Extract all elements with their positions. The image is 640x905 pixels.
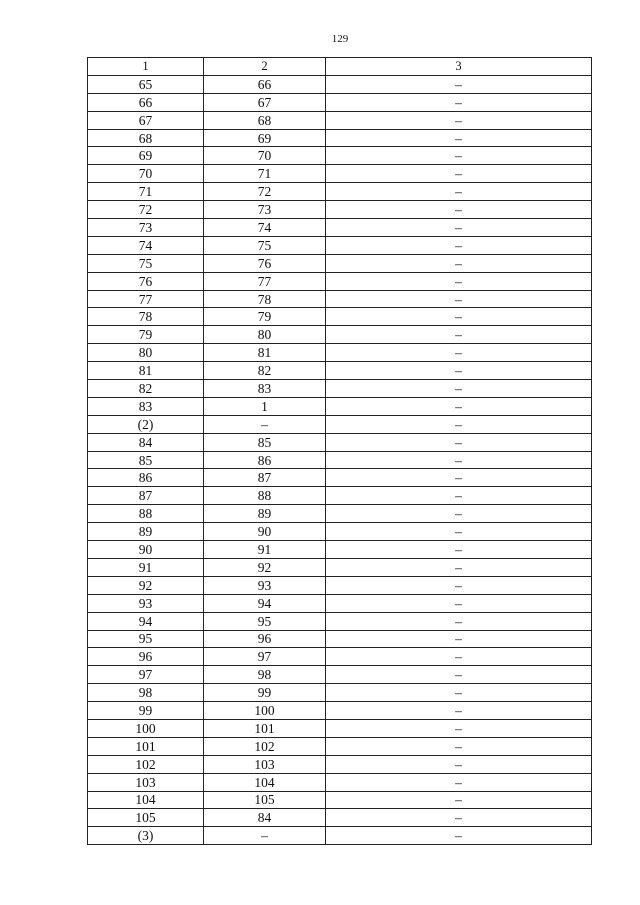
- table-cell-col1: 99: [88, 702, 204, 720]
- table-cell-col3: –: [326, 576, 592, 594]
- table-cell-col1: 82: [88, 380, 204, 398]
- table-cell-col3: –: [326, 380, 592, 398]
- table-row: [88, 93, 592, 111]
- table-cell-col3: –: [326, 201, 592, 219]
- table-cell-col3: –: [326, 272, 592, 290]
- table-cell-col1: 90: [88, 541, 204, 559]
- table-cell-col2: 103: [204, 755, 326, 773]
- table-cell-col2: 78: [204, 290, 326, 308]
- table-cell-col3: –: [326, 236, 592, 254]
- table-cell-col1: 95: [88, 630, 204, 648]
- table-cell-col2: 66: [204, 75, 326, 93]
- table-cell-col1: (2): [88, 415, 204, 433]
- table-row: [88, 111, 592, 129]
- table-cell-col3: –: [326, 630, 592, 648]
- table-cell-col2: 85: [204, 433, 326, 451]
- table-cell-col2: 100: [204, 702, 326, 720]
- table-row: [88, 719, 592, 737]
- table-cell-col3: –: [326, 344, 592, 362]
- table-row: [88, 684, 592, 702]
- table-row: [88, 129, 592, 147]
- table-cell-col2: 68: [204, 111, 326, 129]
- table-cell-col3: –: [326, 594, 592, 612]
- table-cell-col3: –: [326, 648, 592, 666]
- table-cell-col1: 66: [88, 93, 204, 111]
- table-cell-col2: 102: [204, 737, 326, 755]
- table-cell-col2: 76: [204, 254, 326, 272]
- table-cell-col2: 71: [204, 165, 326, 183]
- table-cell-col3: –: [326, 362, 592, 380]
- table-cell-col1: 77: [88, 290, 204, 308]
- table-row: [88, 505, 592, 523]
- table-cell-col2: 82: [204, 362, 326, 380]
- table-cell-col2: 95: [204, 612, 326, 630]
- table-cell-col1: 100: [88, 719, 204, 737]
- table-cell-col2: 86: [204, 451, 326, 469]
- table-cell-col3: –: [326, 326, 592, 344]
- table-row: [88, 702, 592, 720]
- table-cell-col1: 88: [88, 505, 204, 523]
- table-cell-col3: –: [326, 737, 592, 755]
- table-cell-col3: –: [326, 129, 592, 147]
- table-cell-col2: 97: [204, 648, 326, 666]
- table-cell-col3: –: [326, 93, 592, 111]
- table-row: [88, 487, 592, 505]
- table-row: [88, 594, 592, 612]
- table-cell-col1: 104: [88, 791, 204, 809]
- table-cell-col2: 83: [204, 380, 326, 398]
- table-cell-col1: 92: [88, 576, 204, 594]
- table-row: [88, 541, 592, 559]
- table-cell-col1: 72: [88, 201, 204, 219]
- table-cell-col3: –: [326, 612, 592, 630]
- table-cell-col2: 70: [204, 147, 326, 165]
- table-cell-col1: 71: [88, 183, 204, 201]
- table-row: [88, 397, 592, 415]
- table-cell-col1: 83: [88, 397, 204, 415]
- table-cell-col1: 98: [88, 684, 204, 702]
- table-cell-col3: –: [326, 523, 592, 541]
- table-cell-col1: 105: [88, 809, 204, 827]
- table-cell-col2: 92: [204, 558, 326, 576]
- table-cell-col1: 84: [88, 433, 204, 451]
- table-row: [88, 576, 592, 594]
- table-row: [88, 523, 592, 541]
- table-cell-col1: 80: [88, 344, 204, 362]
- table-cell-col3: –: [326, 809, 592, 827]
- table-cell-col1: 97: [88, 666, 204, 684]
- table-cell-col3: –: [326, 433, 592, 451]
- table-cell-col2: 73: [204, 201, 326, 219]
- table-cell-col3: –: [326, 684, 592, 702]
- table-row: [88, 272, 592, 290]
- table-row: [88, 630, 592, 648]
- table-cell-col2: 89: [204, 505, 326, 523]
- table-cell-col3: –: [326, 755, 592, 773]
- table-cell-col3: –: [326, 397, 592, 415]
- table-cell-col3: –: [326, 505, 592, 523]
- table-cell-col3: –: [326, 75, 592, 93]
- table-cell-col3: –: [326, 827, 592, 845]
- table-body: [88, 58, 592, 845]
- table-row: [88, 791, 592, 809]
- table-cell-col2: 105: [204, 791, 326, 809]
- table-row: [88, 827, 592, 845]
- table-cell-col2: 87: [204, 469, 326, 487]
- table-row: [88, 219, 592, 237]
- table-cell-col1: (3): [88, 827, 204, 845]
- table-cell-col3: –: [326, 773, 592, 791]
- table-cell-col1: 65: [88, 75, 204, 93]
- table-cell-col2: 69: [204, 129, 326, 147]
- table-cell-col1: 67: [88, 111, 204, 129]
- table-cell-col3: –: [326, 451, 592, 469]
- table-cell-col3: –: [326, 791, 592, 809]
- table-row: [88, 201, 592, 219]
- table-cell-col2: 90: [204, 523, 326, 541]
- table-cell-col3: –: [326, 111, 592, 129]
- table-cell-col1: 78: [88, 308, 204, 326]
- table-row: [88, 290, 592, 308]
- table-cell-col2: –: [204, 415, 326, 433]
- table-cell-col2: –: [204, 827, 326, 845]
- table-cell-col1: 85: [88, 451, 204, 469]
- table-row: [88, 236, 592, 254]
- table-cell-col2: 91: [204, 541, 326, 559]
- table-cell-col2: 81: [204, 344, 326, 362]
- table-row: [88, 165, 592, 183]
- table-cell-col2: 96: [204, 630, 326, 648]
- table-cell-col2: 77: [204, 272, 326, 290]
- table-cell-col2: 98: [204, 666, 326, 684]
- table-cell-col1: 68: [88, 129, 204, 147]
- table-cell-col2: 99: [204, 684, 326, 702]
- table-cell-col3: –: [326, 487, 592, 505]
- page-number: 129: [331, 33, 349, 45]
- table-row: [88, 558, 592, 576]
- table-cell-col3: –: [326, 165, 592, 183]
- table-row: [88, 344, 592, 362]
- table-cell-col1: 76: [88, 272, 204, 290]
- table-row: [88, 433, 592, 451]
- table-cell-col3: –: [326, 308, 592, 326]
- table-cell-col3: –: [326, 183, 592, 201]
- table-cell-col3: –: [326, 147, 592, 165]
- table-row: [88, 666, 592, 684]
- table-row: [88, 469, 592, 487]
- table-cell-col2: 104: [204, 773, 326, 791]
- table-cell-col1: 70: [88, 165, 204, 183]
- table-header-row: [88, 58, 592, 76]
- table-row: [88, 755, 592, 773]
- table-cell-col1: 69: [88, 147, 204, 165]
- table-cell-col1: 93: [88, 594, 204, 612]
- table-cell-col3: –: [326, 666, 592, 684]
- table-cell-col1: 75: [88, 254, 204, 272]
- table-row: [88, 147, 592, 165]
- table-cell-col1: 81: [88, 362, 204, 380]
- table-cell-col1: 94: [88, 612, 204, 630]
- table-cell-col1: 89: [88, 523, 204, 541]
- table-cell-col1: 79: [88, 326, 204, 344]
- table-row: [88, 308, 592, 326]
- table-cell-col1: 103: [88, 773, 204, 791]
- table-cell-col3: –: [326, 558, 592, 576]
- table-cell-col2: 1: [204, 397, 326, 415]
- table-cell-col3: –: [326, 254, 592, 272]
- table-cell-col3: –: [326, 719, 592, 737]
- table-row: [88, 75, 592, 93]
- table-cell-col2: 74: [204, 219, 326, 237]
- table-row: [88, 773, 592, 791]
- table-cell-col3: –: [326, 219, 592, 237]
- table-row: [88, 380, 592, 398]
- table-row: [88, 737, 592, 755]
- table-cell-col3: –: [326, 541, 592, 559]
- header-cell-3: 3: [326, 58, 592, 76]
- table-row: [88, 362, 592, 380]
- table-cell-col2: 93: [204, 576, 326, 594]
- table-row: [88, 326, 592, 344]
- table-cell-col3: –: [326, 469, 592, 487]
- table-cell-col2: 88: [204, 487, 326, 505]
- header-cell-2: 2: [204, 58, 326, 76]
- table-row: [88, 415, 592, 433]
- table-cell-col2: 80: [204, 326, 326, 344]
- table-cell-col2: 79: [204, 308, 326, 326]
- data-table: [87, 57, 592, 845]
- table-cell-col3: –: [326, 702, 592, 720]
- table-cell-col2: 72: [204, 183, 326, 201]
- table-cell-col1: 102: [88, 755, 204, 773]
- table-cell-col1: 87: [88, 487, 204, 505]
- table-cell-col1: 74: [88, 236, 204, 254]
- table-row: [88, 809, 592, 827]
- table-cell-col1: 96: [88, 648, 204, 666]
- table-cell-col1: 86: [88, 469, 204, 487]
- table-cell-col2: 101: [204, 719, 326, 737]
- table-cell-col3: –: [326, 415, 592, 433]
- header-cell-1: 1: [88, 58, 204, 76]
- table-row: [88, 612, 592, 630]
- table-cell-col3: –: [326, 290, 592, 308]
- table-row: [88, 648, 592, 666]
- table-cell-col2: 94: [204, 594, 326, 612]
- table-cell-col1: 91: [88, 558, 204, 576]
- table-row: [88, 254, 592, 272]
- table-cell-col2: 67: [204, 93, 326, 111]
- table-row: [88, 451, 592, 469]
- table-cell-col2: 84: [204, 809, 326, 827]
- table-cell-col1: 101: [88, 737, 204, 755]
- table-row: [88, 183, 592, 201]
- table-cell-col2: 75: [204, 236, 326, 254]
- table-cell-col1: 73: [88, 219, 204, 237]
